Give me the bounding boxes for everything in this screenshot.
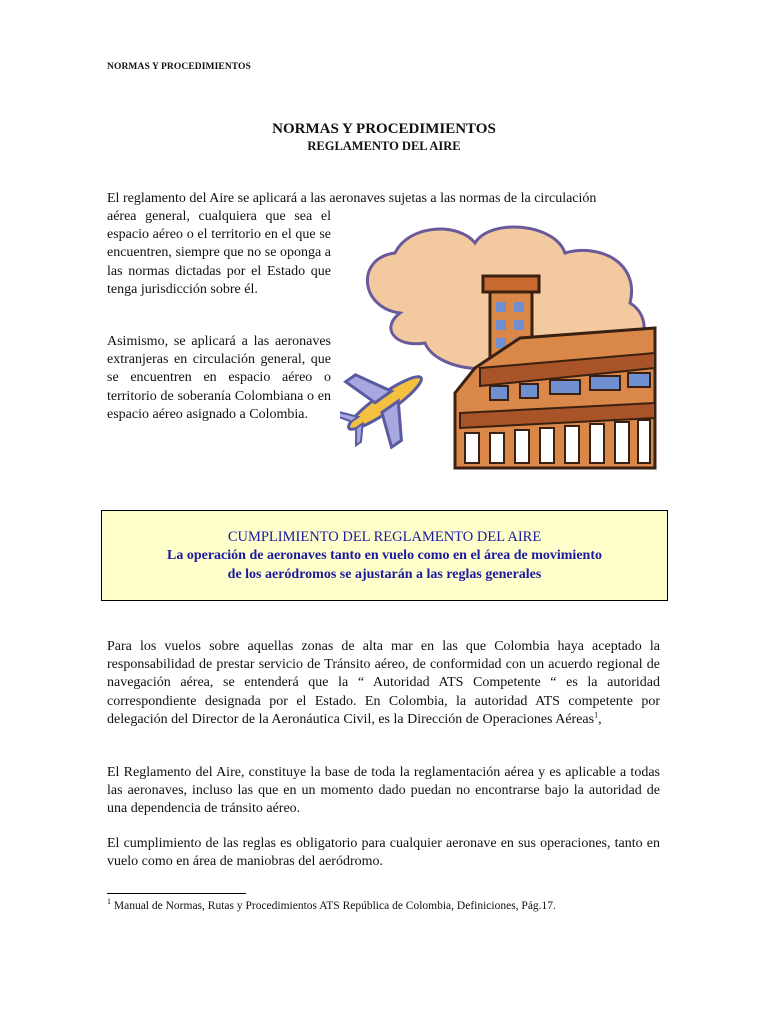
callout-line-1: La operación de aeronaves tanto en vuelo como en el área de movimiento <box>167 548 602 563</box>
footnote-text: Manual de Normas, Rutas y Procedimientos ATS República de Colombia, Definiciones, Pág.17. <box>111 900 556 912</box>
footnote <box>107 897 556 912</box>
paragraph-2: Asimismo, se aplicará a las aeronaves extranjeras en circulación general, que se encuentren en espacio aéreo o territorio de soberanía Colombiana o en espacio aéreo asignado a Colombia. <box>107 334 331 422</box>
page-title: NORMAS Y PROCEDIMIENTOS <box>272 121 496 137</box>
footnote-divider <box>107 893 246 894</box>
callout-box <box>101 510 668 601</box>
callout-line-2: de los aeródromos se ajustarán a las reglas generales <box>227 567 542 582</box>
running-header: NORMAS Y PROCEDIMIENTOS <box>107 62 251 72</box>
airport-illustration <box>340 218 665 480</box>
paragraph-3 <box>107 638 660 729</box>
paragraph-1-first-line: El reglamento del Aire se aplicará a las aeronaves sujetas a las normas de la circulación <box>107 191 597 206</box>
page-subtitle: REGLAMENTO DEL AIRE <box>307 139 461 153</box>
paragraph-4: El Reglamento del Aire, constituye la base de toda la reglamentación aérea y es aplicable a todas las aeronaves, incluso las que en un momento dado puedan no encontrarse bajo la autoridad de una dependencia de tránsito aéreo. <box>107 765 660 817</box>
paragraph-3-text: Para los vuelos sobre aquellas zonas de alta mar en las que Colombia haya aceptado la responsabilidad de prestar servicio de Tránsito aéreo, de conformidad con un acuerdo regional de navegación aérea, se entenderá que la “ Autoridad ATS Competente “ es la autoridad correspondiente designada por el Estado. En Colombia, la autoridad ATS competente por delegación del Director de la Aeronáutica Civil, es la Dirección de Operaciones Aéreas <box>107 639 660 727</box>
paragraph-5: El cumplimiento de las reglas es obligatorio para cualquier aeronave en sus operaciones, tanto en vuelo como en área de maniobras del aeródromo. <box>107 836 660 870</box>
airplane-icon <box>340 345 444 463</box>
paragraph-1: aérea general, cualquiera que sea el espacio aéreo o el territorio en el que se encuentren, siempre que no se oponga a las normas dictadas por el Estado que tenga jurisdicción sobre él. <box>107 209 331 297</box>
paragraph-3-tail: , <box>598 711 602 727</box>
callout-title: CUMPLIMIENTO DEL REGLAMENTO DEL AIRE <box>227 529 542 545</box>
footnote-ref: 1 <box>594 710 599 720</box>
footnote-marker: 1 <box>107 897 111 907</box>
